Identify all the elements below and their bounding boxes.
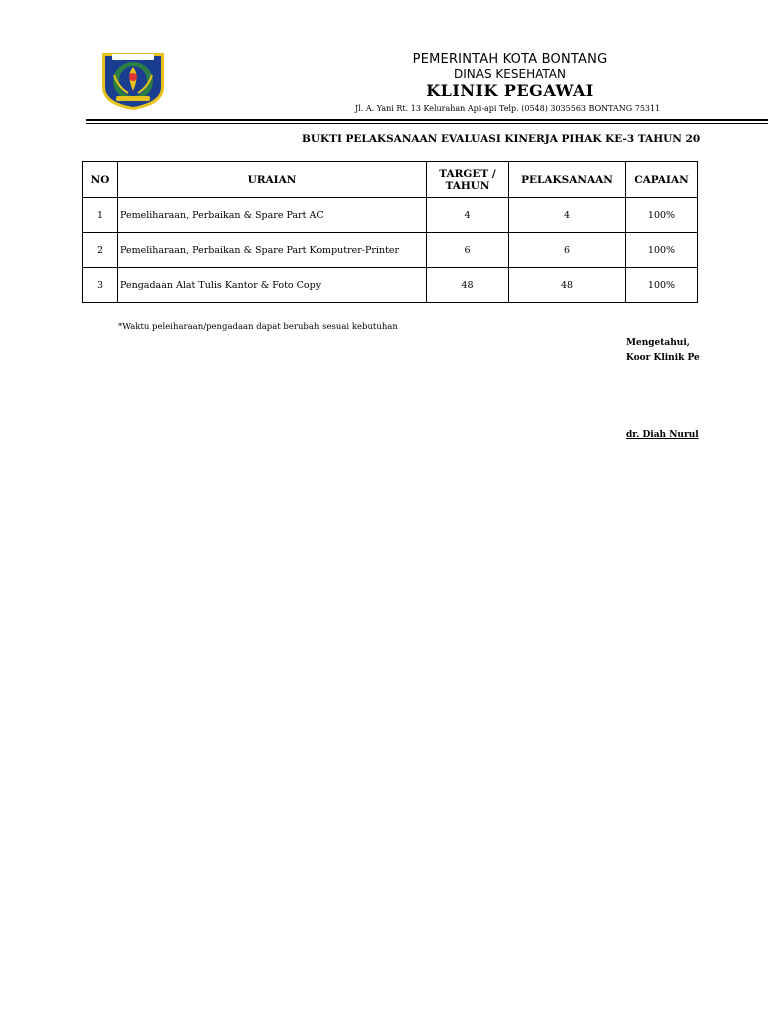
kota-bontang-emblem-icon [98, 47, 168, 111]
signer-position: Koor Klinik Pe [626, 353, 700, 363]
government-name: PEMERINTAH KOTA BONTANG [412, 52, 608, 67]
row-target: 4 [427, 198, 509, 233]
letterhead-divider [86, 119, 768, 121]
row-achievement: 100% [626, 268, 698, 303]
table-header-row [83, 162, 698, 198]
clinic-name: KLINIK PEGAWAI [426, 81, 594, 100]
row-implementation: 6 [509, 233, 626, 268]
letterhead-divider-thin [86, 123, 768, 124]
table-row [83, 198, 698, 233]
row-description: Pengadaan Alat Tulis Kantor & Foto Copy [118, 268, 427, 303]
department-name: DINAS KESEHATAN [454, 67, 566, 81]
header-implementation: PELAKSANAAN [509, 162, 626, 198]
row-no: 2 [83, 233, 118, 268]
row-description: Pemeliharaan, Perbaikan & Spare Part Komputrer-Printer [118, 233, 427, 268]
footnote: *Waktu peleiharaan/pengadaan dapat berubah sesuai kebutuhan [118, 322, 398, 332]
letterhead [350, 52, 670, 101]
header-target-line1: TARGET / [439, 167, 496, 180]
row-target: 48 [427, 268, 509, 303]
table-row [83, 233, 698, 268]
row-implementation: 48 [509, 268, 626, 303]
acknowledged-label: Mengetahui, [626, 338, 690, 348]
row-no: 3 [83, 268, 118, 303]
row-implementation: 4 [509, 198, 626, 233]
row-target: 6 [427, 233, 509, 268]
header-target [427, 162, 509, 198]
clinic-address: Jl. A. Yani Rt. 13 Kelurahan Api-api Telp. (0548) 3035563 BONTANG 75311 [355, 104, 661, 113]
document-title: BUKTI PELAKSANAAN EVALUASI KINERJA PIHAK KE-3 TAHUN 20 [302, 133, 701, 145]
row-description: Pemeliharaan, Perbaikan & Spare Part AC [118, 198, 427, 233]
header-target-line2: TAHUN [445, 179, 490, 192]
row-no: 1 [83, 198, 118, 233]
row-achievement: 100% [626, 233, 698, 268]
header-no: NO [83, 162, 118, 198]
header-description: URAIAN [118, 162, 427, 198]
table-row [83, 268, 698, 303]
row-achievement: 100% [626, 198, 698, 233]
evaluation-table [82, 161, 698, 303]
signer-name: dr. Diah Nurul [626, 430, 699, 440]
header-achievement: CAPAIAN [626, 162, 698, 198]
